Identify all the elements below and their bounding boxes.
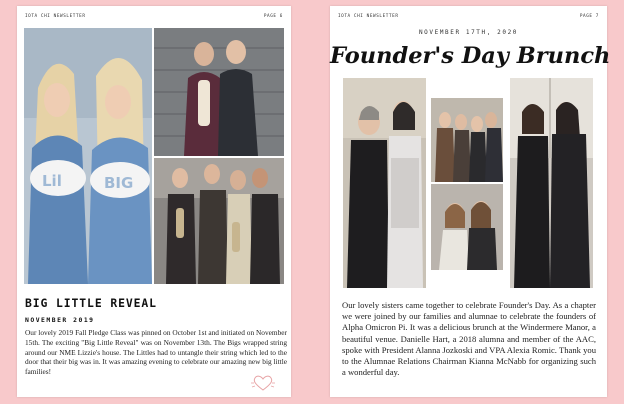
photo-two-sisters-window bbox=[510, 78, 593, 288]
right-page bbox=[330, 6, 611, 397]
article-date-right: NOVEMBER 17TH, 2020 bbox=[418, 29, 519, 36]
photo-two-sisters bbox=[431, 184, 503, 270]
heart-icon bbox=[251, 373, 275, 393]
sign-text-big: BIG bbox=[104, 174, 134, 192]
newsletter-name-right: IOTA CHI NEWSLETTER bbox=[338, 14, 399, 19]
photo-robes bbox=[24, 28, 152, 284]
page-number-right: PAGE 7 bbox=[579, 14, 599, 19]
photo-group-of-four bbox=[431, 98, 503, 182]
photo-four-sisters bbox=[154, 158, 284, 284]
article-body-right: Our lovely sisters came together to celebrate Founder's Day. As a chapter we were joined by our families and alumnae to celebrate the founders of Alpha Omicron Pi. It was a delicious brunch at the Windermere Manor, a beautiful venue. Danielle Hart, a 2018 alumna and member of the AAC, spoke with President Alanna Jozkoski and VPA Alexia Romic. Thank you to the Alumnae Relations Chairman Kianna McNabb for organizing such a wonderful day. bbox=[342, 300, 596, 378]
article-title-big-little: BIG LITTLE REVEAL bbox=[25, 296, 157, 310]
page-number-left: PAGE 6 bbox=[263, 14, 283, 19]
article-date-left: NOVEMBER 2019 bbox=[25, 316, 95, 324]
left-page bbox=[17, 6, 291, 397]
article-body-left: Our lovely 2019 Fall Pledge Class was pinned on October 1st and initiated on November 15th. The exciting "Big Little Reveal" was on November 13th. The Bigs wrapped string around our NME Lizzie's house. The Littles had to untangle their string which led to the door that their big was in. It was amazing evening to celebrate our amazing new big little families! bbox=[25, 328, 287, 377]
newsletter-name-left: IOTA CHI NEWSLETTER bbox=[25, 14, 86, 19]
photo-alumna-and-sister bbox=[343, 78, 426, 288]
sign-text-lil: Lil bbox=[42, 172, 62, 190]
article-title-founders-day: Founder's Day Brunch bbox=[330, 43, 611, 69]
photo-stone-wall bbox=[154, 28, 284, 156]
